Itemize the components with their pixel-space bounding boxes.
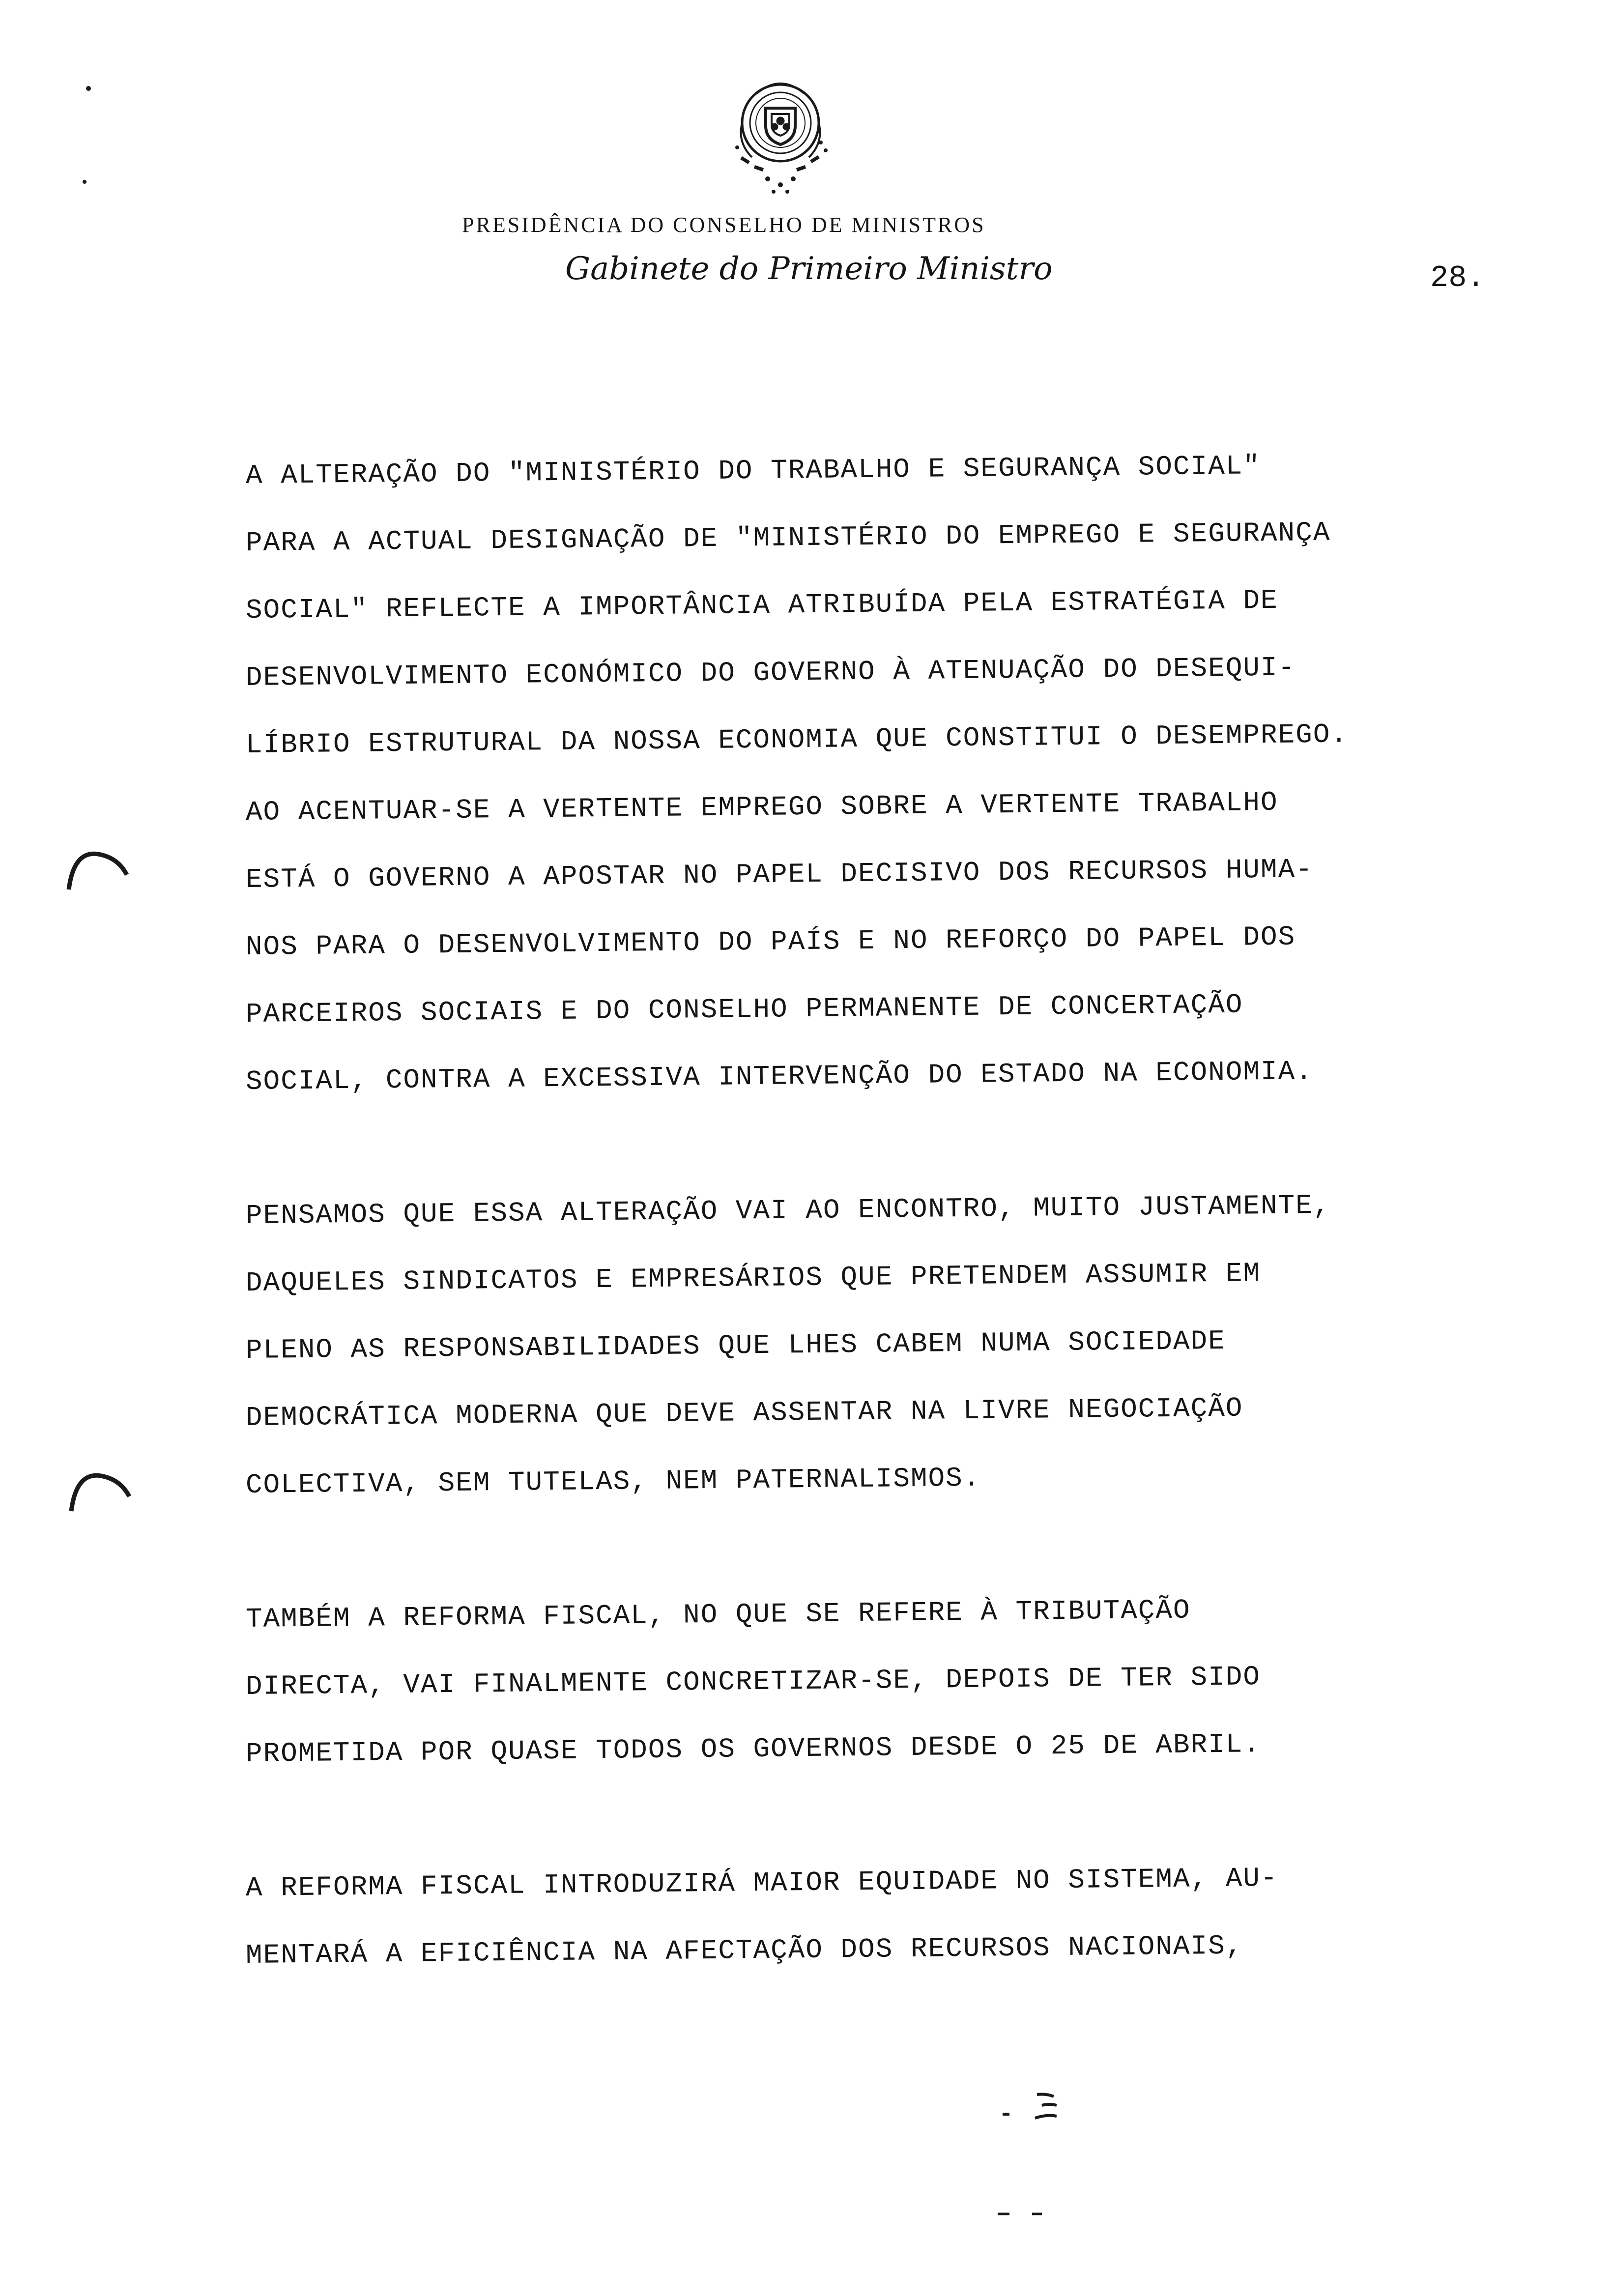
text-line: DAQUELES SINDICATOS E EMPRESÁRIOS QUE PRETENDEM ASSUMIR EM — [245, 1258, 1261, 1299]
punch-hole-arc-bottom — [66, 1467, 135, 1516]
punch-hole-arc-top — [64, 845, 133, 894]
scan-stroke-mark — [988, 2089, 1086, 2128]
text-line: SOCIAL, CONTRA A EXCESSIVA INTERVENÇÃO DO ESTADO NA ECONOMIA. — [245, 1056, 1314, 1097]
text-line: NOS PARA O DESENVOLVIMENTO DO PAÍS E NO REFORÇO DO PAPEL DOS — [245, 921, 1296, 963]
text-line: SOCIAL" REFLECTE A IMPORTÂNCIA ATRIBUÍDA PELA ESTRATÉGIA DE — [245, 584, 1278, 626]
text-line: DEMOCRÁTICA MODERNA QUE DEVE ASSENTAR NA LIVRE NEGOCIAÇÃO — [245, 1392, 1243, 1434]
scan-dot-upper — [80, 177, 89, 187]
text-line: DIRECTA, VAI FINALMENTE CONCRETIZAR-SE, DEPOIS DE TER SIDO — [245, 1661, 1261, 1702]
portuguese-coat-of-arms-icon — [722, 74, 840, 201]
text-line: TAMBÉM A REFORMA FISCAL, NO QUE SE REFERE À TRIBUTAÇÃO — [245, 1594, 1191, 1635]
text-line: PENSAMOS QUE ESSA ALTERAÇÃO VAI AO ENCONTRO, MUITO JUSTAMENTE, — [245, 1189, 1331, 1232]
text-line: DESENVOLVIMENTO ECONÓMICO DO GOVERNO À ATENUAÇÃO DO DESEQUI- — [245, 652, 1296, 693]
paragraph-4 — [246, 1855, 1524, 1989]
paragraph-3 — [246, 1586, 1524, 1788]
scan-dot-top — [84, 84, 93, 93]
text-line: A ALTERAÇÃO DO "MINISTÉRIO DO TRABALHO E SEGURANÇA SOCIAL" — [245, 450, 1261, 491]
text-line: PARA A ACTUAL DESIGNAÇÃO DE "MINISTÉRIO DO EMPREGO E SEGURANÇA — [245, 517, 1331, 559]
paragraph-1 — [246, 442, 1524, 1116]
organization-name: PRESIDÊNCIA DO CONSELHO DE MINISTROS — [462, 213, 986, 237]
page-number: 28. — [1430, 260, 1485, 295]
text-line: LÍBRIO ESTRUTURAL DA NOSSA ECONOMIA QUE CONSTITUI O DESEMPREGO. — [245, 718, 1349, 761]
text-line: COLECTIVA, SEM TUTELAS, NEM PATERNALISMOS. — [245, 1462, 981, 1501]
scan-dash-bottom — [993, 2209, 1052, 2219]
text-line: PLENO AS RESPONSABILIDADES QUE LHES CABEM NUMA SOCIEDADE — [245, 1325, 1226, 1366]
office-name-handwritten: Gabinete do Primeiro Ministro — [565, 251, 1053, 287]
text-line: PARCEIROS SOCIAIS E DO CONSELHO PERMANENTE DE CONCERTAÇÃO — [245, 989, 1243, 1030]
text-line: AO ACENTUAR-SE A VERTENTE EMPREGO SOBRE A VERTENTE TRABALHO — [245, 786, 1278, 828]
body-text — [246, 442, 1524, 2056]
text-line: MENTARÁ A EFICIÊNCIA NA AFECTAÇÃO DOS RECURSOS NACIONAIS, — [245, 1930, 1243, 1971]
paragraph-2 — [246, 1182, 1524, 1519]
text-line: ESTÁ O GOVERNO A APOSTAR NO PAPEL DECISIVO DOS RECURSOS HUMA- — [245, 854, 1314, 895]
text-line: A REFORMA FISCAL INTRODUZIRÁ MAIOR EQUIDADE NO SISTEMA, AU- — [245, 1862, 1278, 1904]
text-line: PROMETIDA POR QUASE TODOS OS GOVERNOS DESDE O 25 DE ABRIL. — [245, 1728, 1261, 1770]
